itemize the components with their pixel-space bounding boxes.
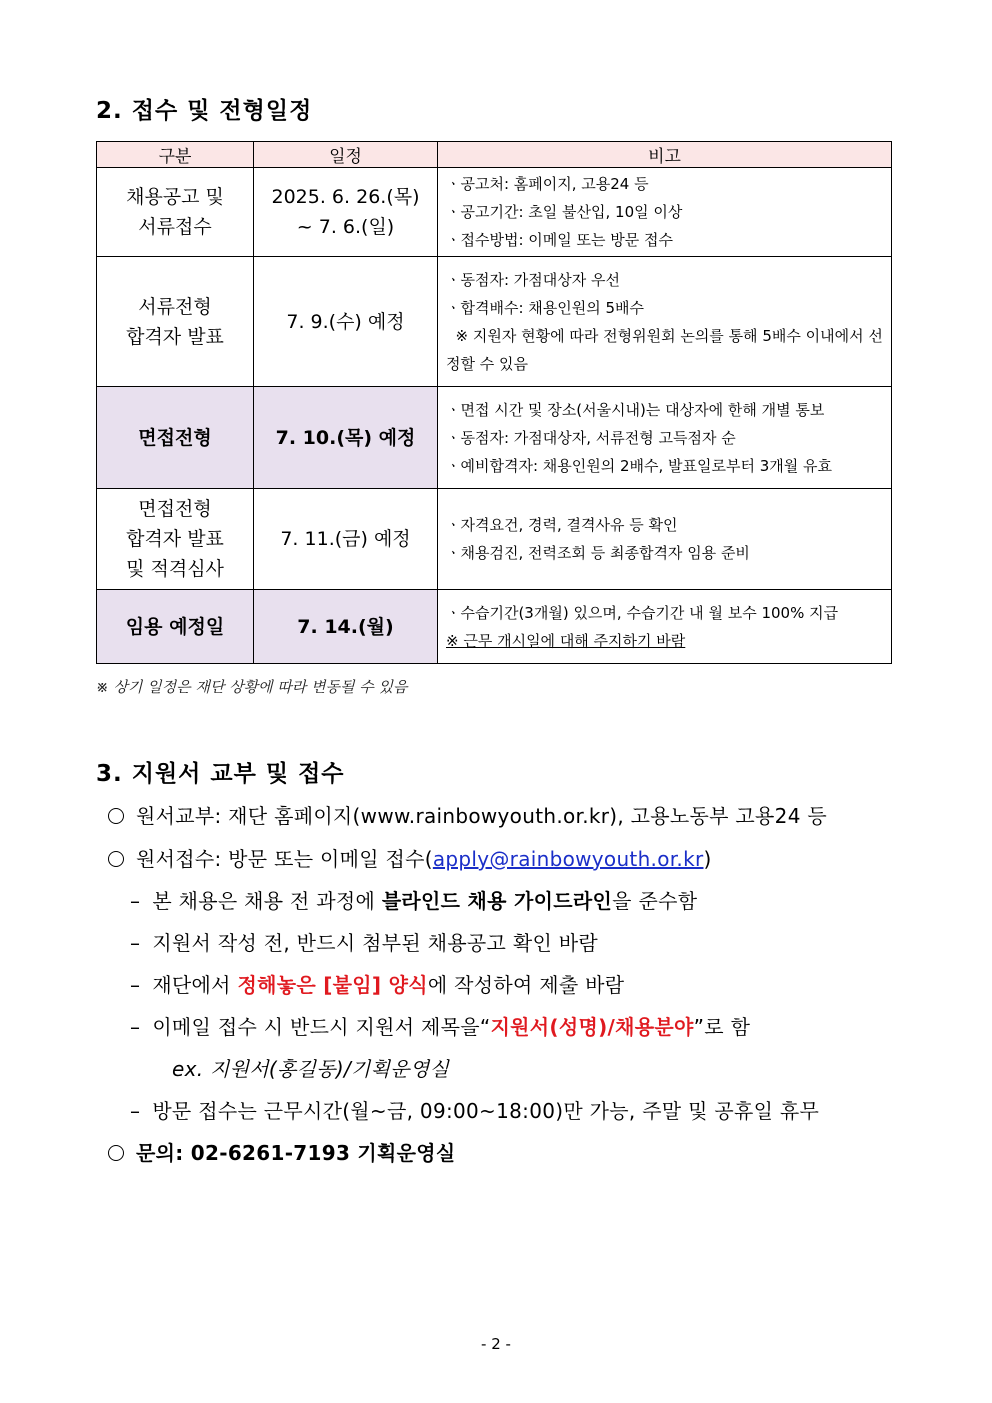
cell-text: 면접전형: [138, 498, 212, 520]
cell-text: 7. 10.(목) 예정: [275, 426, 416, 449]
table-row: [97, 489, 892, 590]
header-date: 일정: [254, 142, 438, 168]
note-line: ㆍ동점자: 가점대상자 우선: [446, 270, 620, 289]
cell-text: 7. 11.(금) 예정: [280, 528, 411, 550]
note-line: ㆍ합격배수: 채용인원의 5배수: [446, 298, 645, 317]
submission-text: 원서접수: 방문 또는 이메일 접수(: [136, 847, 433, 871]
cell-text: 면접전형: [138, 426, 212, 449]
row-category: [97, 387, 254, 489]
distribution-item: [108, 800, 827, 829]
row-notes: [438, 590, 892, 664]
dash-bullet-icon: –: [130, 973, 141, 997]
cell-text: 합격자 발표: [126, 528, 224, 550]
cell-text: 2025. 6. 26.(목): [271, 186, 420, 208]
row-date: [254, 257, 438, 387]
example-text: ex. 지원서(홍길동)/기획운영실: [172, 1057, 450, 1081]
distribution-text: 원서교부: 재단 홈페이지(www.rainbowyouth.or.kr), 고용노동부 고용24 등: [136, 804, 827, 828]
table-row: [97, 590, 892, 664]
rule-emphasis-red: 지원서(성명)/채용분야: [490, 1015, 694, 1039]
rule-text: 을 준수함: [612, 889, 698, 913]
dash-bullet-icon: –: [130, 1015, 141, 1039]
row-notes: [438, 489, 892, 590]
section-3-title: 3. 지원서 교부 및 접수: [96, 761, 345, 787]
submission-item: [108, 843, 712, 872]
cell-text: 및 적격심사: [126, 558, 224, 580]
rule-text: 에 작성하여 제출 바람: [427, 973, 625, 997]
table-row: [97, 257, 892, 387]
submission-text-end: ): [703, 847, 712, 871]
note-line: ※ 지원자 현황에 따라 전형위원회 논의를 통해 5배수 이내에서 선정할 수 있음: [446, 326, 883, 373]
email-link[interactable]: apply@rainbowyouth.or.kr: [432, 847, 704, 871]
rule-item: [130, 969, 624, 998]
rule-item: [130, 927, 598, 956]
table-header-row: [97, 142, 892, 168]
row-category: [97, 590, 254, 664]
dash-bullet-icon: –: [130, 889, 141, 913]
section-2-title: 2. 접수 및 전형일정: [96, 98, 313, 124]
cell-text: 채용공고 및: [126, 186, 224, 208]
row-category: [97, 168, 254, 257]
note-line: ㆍ동점자: 가점대상자, 서류전형 고득점자 순: [446, 428, 736, 447]
note-line: ※ 근무 개시일에 대해 주지하기 바람: [446, 631, 686, 650]
row-category: [97, 257, 254, 387]
rule-text: 본 채용은 채용 전 과정에: [152, 889, 382, 913]
rule-item: [130, 885, 697, 914]
dash-bullet-icon: –: [130, 931, 141, 955]
dash-bullet-icon: –: [130, 1099, 141, 1123]
rule-item: [130, 1095, 819, 1124]
note-line: ㆍ공고기간: 초일 불산입, 10일 이상: [446, 203, 683, 221]
row-date: [254, 168, 438, 257]
row-notes: [438, 387, 892, 489]
schedule-table: [96, 141, 892, 664]
header-category: 구분: [97, 142, 254, 168]
cell-text: ~ 7. 6.(일): [296, 216, 395, 238]
circle-bullet-icon: [108, 1145, 124, 1161]
note-line: ㆍ채용검진, 전력조회 등 최종합격자 임용 준비: [446, 544, 750, 562]
row-date: [254, 590, 438, 664]
cell-text: 서류전형: [138, 295, 212, 318]
rule-text: 이메일 접수 시 반드시 지원서 제목을“: [152, 1015, 491, 1039]
header-notes: 비고: [438, 142, 892, 168]
contact-text: 문의: 02-6261-7193 기획운영실: [136, 1141, 456, 1165]
rule-text: 재단에서: [152, 973, 238, 997]
cell-text: 서류접수: [138, 216, 212, 238]
row-date: [254, 489, 438, 590]
contact-item: [108, 1137, 456, 1166]
row-date: [254, 387, 438, 489]
note-line: ㆍ예비합격자: 채용인원의 2배수, 발표일로부터 3개월 유효: [446, 456, 833, 475]
cell-text: 7. 9.(수) 예정: [286, 310, 405, 333]
note-line: ㆍ면접 시간 및 장소(서울시내)는 대상자에 한해 개별 통보: [446, 400, 825, 419]
rule-text: 방문 접수는 근무시간(월~금, 09:00~18:00)만 가능, 주말 및 공휴일 휴무: [152, 1099, 820, 1123]
cell-text: 합격자 발표: [126, 325, 224, 348]
note-line: ㆍ수습기간(3개월) 있으며, 수습기간 내 월 보수 100% 지급: [446, 603, 839, 622]
table-row: [97, 168, 892, 257]
circle-bullet-icon: [108, 808, 124, 824]
cell-text: 7. 14.(월): [297, 615, 394, 638]
rule-emphasis-red: 정해놓은 [붙임] 양식: [237, 973, 428, 997]
rule-text: ”로 함: [693, 1015, 751, 1039]
rule-text: 지원서 작성 전, 반드시 첨부된 채용공고 확인 바람: [152, 931, 598, 955]
row-notes: [438, 257, 892, 387]
row-notes: [438, 168, 892, 257]
page-number: - 2 -: [481, 1335, 511, 1353]
cell-text: 임용 예정일: [125, 615, 225, 638]
table-row: [97, 387, 892, 489]
rule-item: [130, 1011, 750, 1040]
schedule-footnote: ※ 상기 일정은 재단 상황에 따라 변동될 수 있음: [96, 678, 408, 696]
note-line: ㆍ공고처: 홈페이지, 고용24 등: [446, 175, 649, 193]
row-category: [97, 489, 254, 590]
note-line: ㆍ접수방법: 이메일 또는 방문 접수: [446, 231, 673, 249]
circle-bullet-icon: [108, 851, 124, 867]
note-line: ㆍ자격요건, 경력, 결격사유 등 확인: [446, 516, 678, 534]
rule-emphasis: 블라인드 채용 가이드라인: [381, 889, 613, 913]
